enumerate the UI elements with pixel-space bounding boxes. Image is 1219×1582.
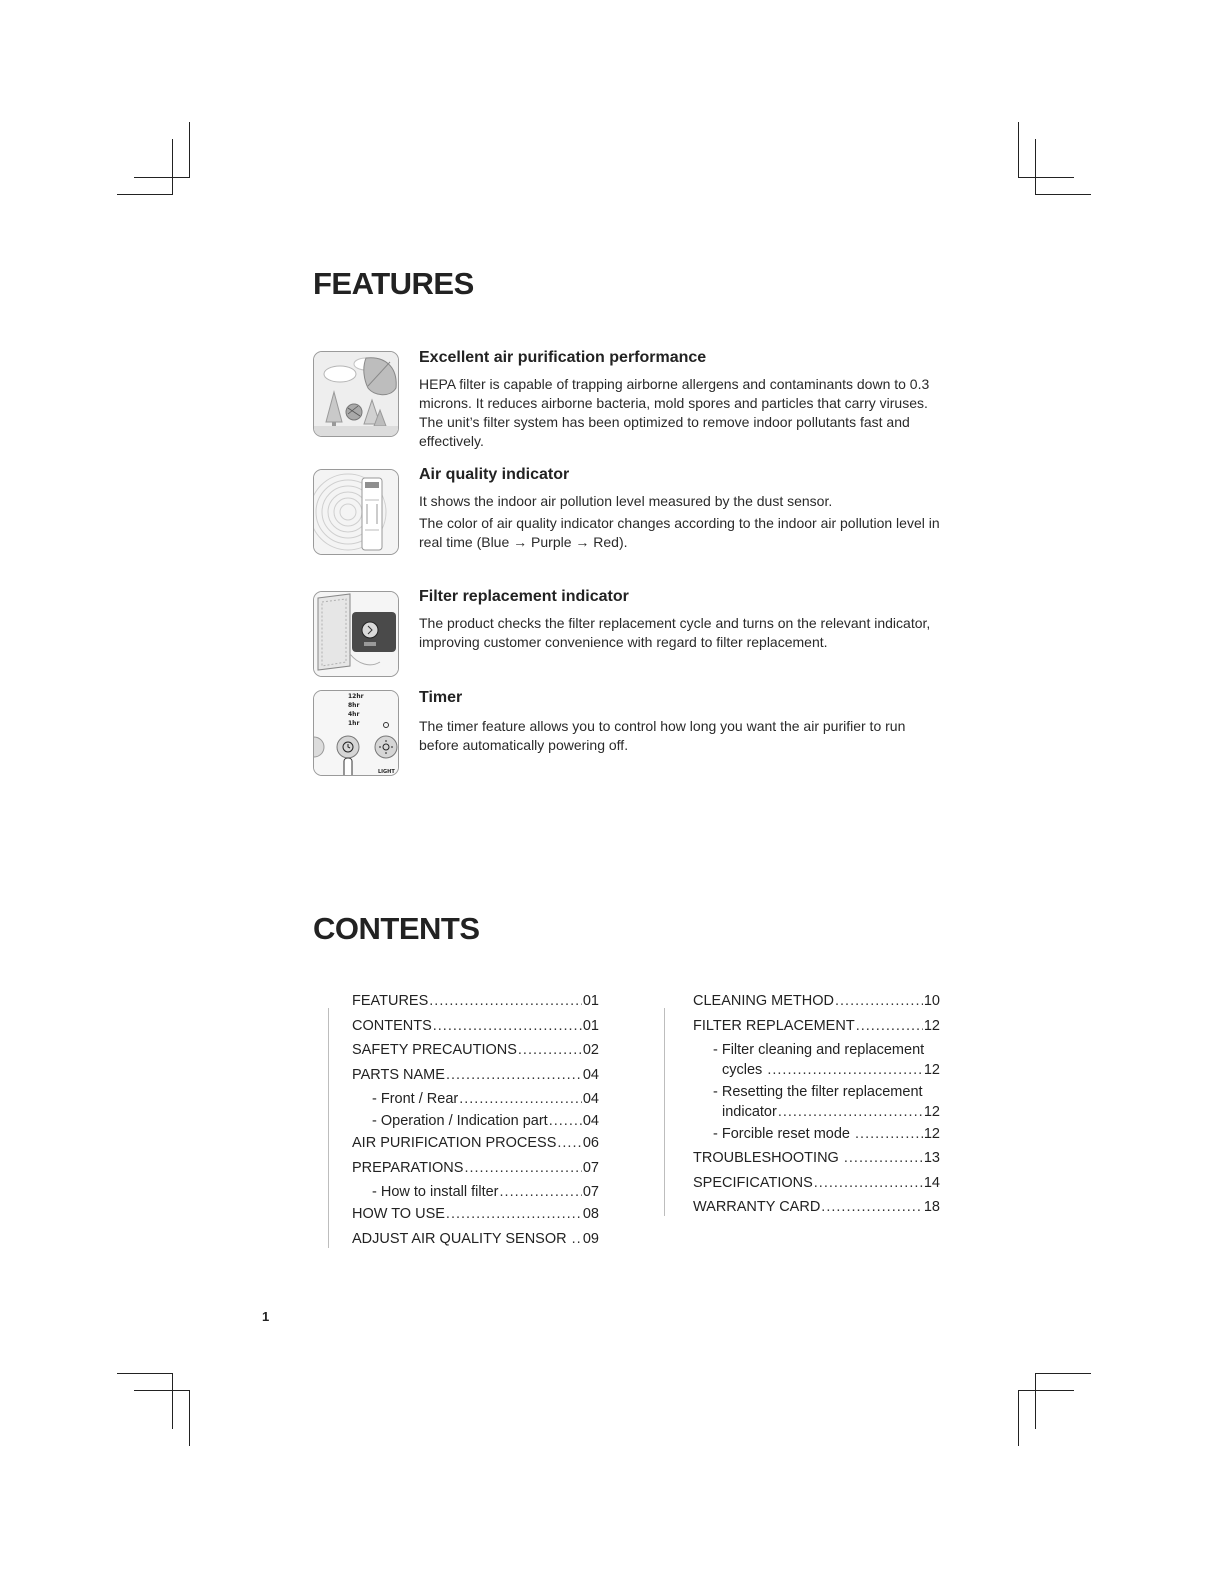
toc-entry-how-to-use[interactable] <box>352 1206 599 1231</box>
crop-mark <box>1035 194 1091 195</box>
feature-filter-replacement-indicator <box>419 588 944 652</box>
toc-entry-forcible-reset[interactable] <box>693 1126 940 1148</box>
crop-mark <box>1035 139 1036 195</box>
features-title: FEATURES <box>313 266 474 301</box>
toc-entry-troubleshooting[interactable] <box>693 1150 940 1175</box>
feature-description: It shows the indoor air pollution level measured by the dust sensor. <box>419 493 833 509</box>
toc-page: 07 <box>582 1184 599 1200</box>
filter-panel-icon <box>313 591 399 677</box>
feature-description: The timer feature allows you to control how long you want the air purifier to run before automatically powering off. <box>419 718 906 753</box>
toc-label: CLEANING METHOD <box>693 993 834 1009</box>
feature-heading: Excellent air purification performance <box>419 349 707 366</box>
air-purifier-sensor-icon <box>313 469 399 555</box>
toc-page: 06 <box>582 1135 599 1151</box>
timer-hour-label: 1hr <box>348 720 360 727</box>
toc-label: AIR PURIFICATION PROCESS <box>352 1135 557 1151</box>
crop-mark <box>117 1373 173 1374</box>
feature-heading: Air quality indicator <box>419 466 570 483</box>
toc-label: - How to install filter <box>372 1184 499 1200</box>
toc-entry-features[interactable] <box>352 993 599 1018</box>
toc-page: 04 <box>582 1091 599 1107</box>
feature-description: HEPA filter is capable of trapping airborne allergens and contaminants down to 0.3 microns. It reduces airborne bacteria, mold spores and particles that carry viruses. The unit’s filter system has been optimized to remove indoor pollutants fast and effectively. <box>419 376 930 449</box>
toc-right-rule <box>664 1008 665 1216</box>
toc-label: CONTENTS <box>352 1017 432 1034</box>
toc-label: PREPARATIONS <box>352 1159 464 1176</box>
timer-hour-label: 8hr <box>348 702 360 709</box>
toc-page: 10 <box>923 993 940 1009</box>
toc-label: - Operation / Indication part <box>372 1113 548 1129</box>
toc-left-column <box>352 993 599 1255</box>
toc-page: 12 <box>923 1104 940 1120</box>
toc-page: 12 <box>923 1062 940 1078</box>
toc-page: 14 <box>923 1174 940 1191</box>
crop-mark <box>1035 1373 1091 1374</box>
toc-label: PARTS NAME <box>352 1066 445 1083</box>
toc-entry-resetting-indicator[interactable] <box>693 1084 940 1126</box>
toc-page: 01 <box>582 1017 599 1034</box>
crop-mark <box>134 177 190 178</box>
crop-mark <box>1018 1390 1019 1446</box>
contents-title: CONTENTS <box>313 911 480 946</box>
toc-label-continued: indicator <box>722 1104 777 1120</box>
toc-page: 01 <box>582 993 599 1009</box>
crop-mark <box>1018 177 1074 178</box>
feature-air-quality-indicator <box>419 466 944 552</box>
toc-entry-air-purification-process[interactable] <box>352 1135 599 1160</box>
toc-label: - Resetting the filter replacement <box>713 1084 923 1100</box>
timer-hour-label: 4hr <box>348 711 360 718</box>
toc-label-continued: cycles <box>722 1062 767 1078</box>
toc-entry-adjust-sensor[interactable] <box>352 1231 599 1256</box>
toc-label: - Filter cleaning and replacement <box>713 1042 925 1058</box>
crop-mark <box>172 139 173 195</box>
leaf-trees-icon <box>313 351 399 437</box>
toc-entry-contents[interactable] <box>352 1018 599 1043</box>
toc-entry-preparations[interactable] <box>352 1160 599 1185</box>
toc-page: 08 <box>582 1206 599 1222</box>
timer-hour-label: 12hr <box>348 693 364 700</box>
feature-description: The product checks the filter replacement cycle and turns on the relevant indicator, improving customer convenience with regard to filter replacement. <box>419 615 931 650</box>
crop-mark <box>117 194 173 195</box>
toc-page: 12 <box>923 1126 940 1142</box>
feature-description: The color of air quality indicator changes according to the indoor air pollution level in real time (Blue → Purple → Red). <box>419 515 940 550</box>
toc-label: - Forcible reset mode <box>713 1126 855 1142</box>
toc-page: 18 <box>923 1199 940 1215</box>
toc-page: 04 <box>582 1113 599 1129</box>
toc-entry-specifications[interactable] <box>693 1175 940 1200</box>
toc-entry-install-filter[interactable] <box>352 1184 599 1206</box>
toc-label: SAFETY PRECAUTIONS <box>352 1042 517 1058</box>
toc-label: SPECIFICATIONS <box>693 1174 813 1191</box>
toc-page: 02 <box>582 1042 599 1058</box>
feature-air-purification <box>419 349 944 451</box>
toc-page: 07 <box>582 1159 599 1176</box>
toc-right-column <box>693 993 940 1224</box>
feature-heading: Timer <box>419 689 463 706</box>
toc-label: - Front / Rear <box>372 1091 459 1107</box>
crop-mark <box>172 1373 173 1429</box>
toc-label: ADJUST AIR QUALITY SENSOR <box>352 1230 571 1247</box>
toc-entry-front-rear[interactable] <box>352 1091 599 1113</box>
toc-entry-cleaning-method[interactable] <box>693 993 940 1018</box>
crop-mark <box>1035 1373 1036 1429</box>
crop-mark <box>189 1390 190 1446</box>
toc-label: TROUBLESHOOTING <box>693 1150 843 1166</box>
light-button-label: LIGHT <box>378 769 395 775</box>
toc-label: HOW TO USE <box>352 1206 445 1222</box>
toc-entry-operation-indication[interactable] <box>352 1113 599 1135</box>
toc-page: 04 <box>582 1066 599 1083</box>
toc-label: WARRANTY CARD <box>693 1199 821 1215</box>
feature-timer <box>419 689 944 755</box>
timer-control-icon <box>313 690 399 776</box>
toc-label: FEATURES <box>352 993 429 1009</box>
crop-mark <box>1018 122 1019 178</box>
toc-entry-filter-replacement[interactable] <box>693 1018 940 1043</box>
feature-heading: Filter replacement indicator <box>419 588 629 605</box>
toc-left-rule <box>328 1008 329 1248</box>
toc-entry-filter-cleaning-cycles[interactable] <box>693 1042 940 1084</box>
toc-entry-safety-precautions[interactable] <box>352 1042 599 1067</box>
crop-mark <box>189 122 190 178</box>
page-number: 1 <box>262 1309 270 1324</box>
toc-page: 12 <box>923 1017 940 1034</box>
toc-page: 13 <box>923 1150 940 1166</box>
toc-label: FILTER REPLACEMENT <box>693 1017 855 1034</box>
crop-mark <box>134 1390 190 1391</box>
toc-entry-parts-name[interactable] <box>352 1067 599 1092</box>
toc-page: 09 <box>582 1230 599 1247</box>
toc-entry-warranty-card[interactable] <box>693 1199 940 1224</box>
crop-mark <box>1018 1390 1074 1391</box>
